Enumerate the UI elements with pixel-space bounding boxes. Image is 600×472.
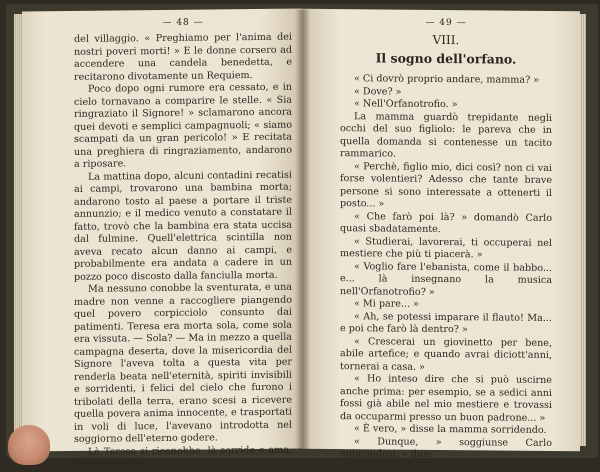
paragraph: « Perchè, figlio mio, dici così? non ci vai forse volentieri? Adesso che tante brave persone si sono interessate a ottenerti il posto... » xyxy=(340,160,552,210)
paragraph: « Nell'Orfanotrofio. » xyxy=(354,98,458,111)
chapter-number: VIII. xyxy=(432,32,460,48)
paragraph: « Che farò poi là? » domandò Carlo quasi sbadatamente. xyxy=(340,210,552,235)
right-page-number: — 49 — xyxy=(425,17,467,29)
chapter-title: Il sogno dell'orfano. xyxy=(375,50,517,67)
book-gutter xyxy=(296,10,310,450)
left-page xyxy=(22,9,302,470)
paragraph: « Ci dovrò proprio andare, mamma? » xyxy=(354,73,540,86)
thumb xyxy=(8,425,50,465)
paragraph: « Dove? » xyxy=(354,85,402,98)
paragraph: La mamma guardò trepidante negli occhi del suo figliolo: le pareva che in quella domanda si contenesse un tacito rammarico. xyxy=(340,110,552,160)
paragraph: « È vero, » disse la mamma sorridendo. xyxy=(354,423,547,436)
left-page-body xyxy=(74,32,292,472)
paragraph: « Crescerai un giovinetto per bene, abile artefice; e quando avrai diciott'anni, tornerai a casa. » xyxy=(340,335,552,373)
paragraph: Là Teresa si riconobbe; là sorride e ama, là prega e vive. xyxy=(74,444,292,470)
paragraph: La mattina dopo, alcuni contadini recatisi ai campi, trovarono una bambina morta; andarono tosto al paese a portare il triste annunzio; e il medico venuto a constatare il fatto, trovò che la bambina era stata uccisa dal fulmine. Quell'elettrica scintilla non aveva recato alcun danno ai campi, e probabilmente era andata a cadere in un pozzo poco discosto dalla fanciulla morta. xyxy=(74,169,292,283)
right-page-body xyxy=(340,73,552,462)
paragraph: « Ah, se potessi imparare il flauto! Ma... e poi che farò là dentro? » xyxy=(340,310,552,336)
left-page-edges xyxy=(14,14,22,446)
paragraph: « Mi pare... » xyxy=(354,298,420,310)
paragraph: Ma nessuno conobbe la sventurata, e una madre non venne a raccogliere piangendo quel povero corpicciolo consunto dai patimenti. Teresa era morta sola, come sola era vissuta. — Sola? — Ma in mezzo a quella campagna deserta, dove la misericordia del Signore l'aveva tolta a questa vita per renderla beata nell'eternità, spiriti invisibili e sorridenti, i felici del cielo che furono i tribolati della terra, erano scesi a ricevere quella povera anima innocente, e trasportati in voli di luce, l'avevano introdotta nel soggiorno dell'eterno godere. xyxy=(74,281,292,445)
left-page-number: — 48 — xyxy=(162,17,204,28)
paragraph: del villaggio. « Preghiamo per l'anima dei nostri poveri morti! » E le donne corsero ad accendere una candela benedetta, e recitarono divotamente un Requiem. xyxy=(74,31,292,83)
paragraph: « Voglio fare l'ebanista, come il babbo... e... là insegnano la musica nell'Orfanotrofio? » xyxy=(340,260,552,298)
paragraph: « Ho inteso dire che si può uscirne anche prima: per esempio, se a sedici anni fossi già abile nel mio mestiere e trovassi da occuparmi presso un buon padrone... » xyxy=(340,373,552,424)
paragraph: Poco dopo ogni rumore era cessato, e in cielo tornavano a comparire le stelle. « Sia ringraziato il Signore! » sclamarono ancora quei devoti e semplici campagnuoli; « siamo scampati da un gran pericolo! » E recitata una preghiera di ringraziamento, andarono a riposare. xyxy=(74,81,292,170)
paragraph: « Dunque, » soggiunse Carlo animandosi, « dun- xyxy=(340,435,552,460)
right-page xyxy=(302,9,580,460)
paragraph: « Studierai, lavorerai, ti occuperai nel mestiere che più ti piacerà. » xyxy=(340,235,552,261)
